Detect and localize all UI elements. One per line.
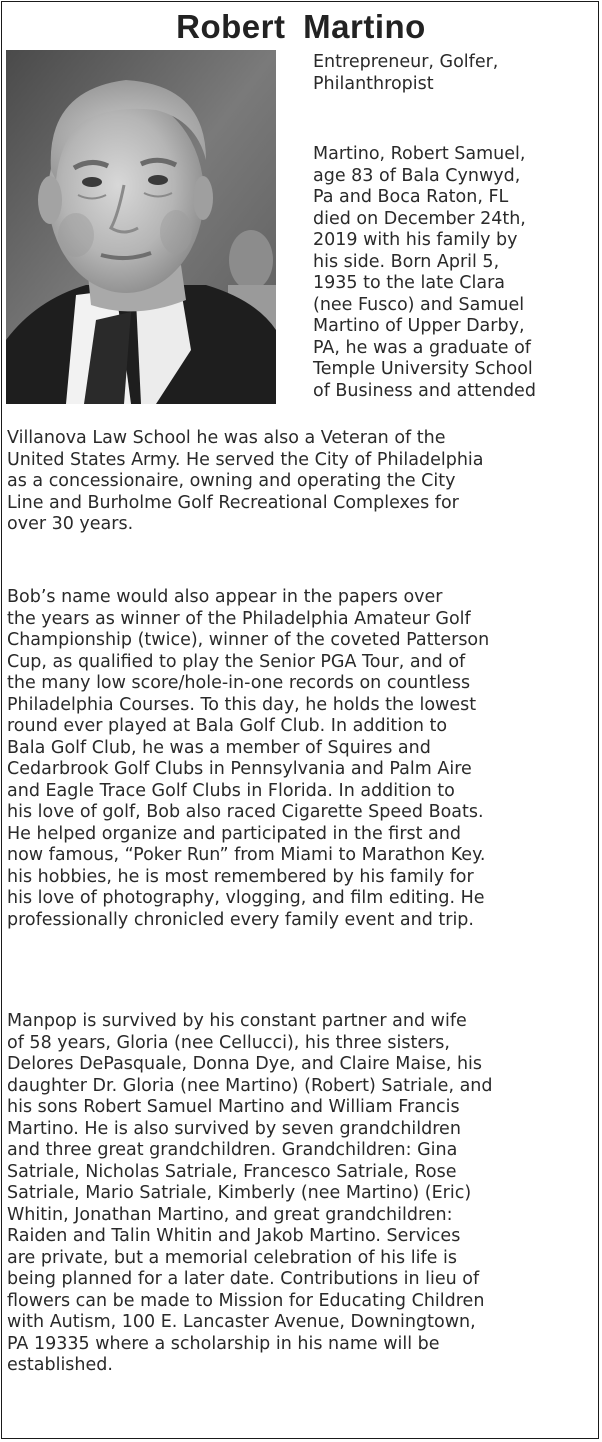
obituary-frame — [1, 1, 599, 1439]
obituary-tagline: Entrepreneur, Golfer, Philanthropist — [313, 52, 499, 94]
obituary-paragraph-golf: Bob’s name would also appear in the papers over the years as winner of the Philadelphia Amateur Golf Championship (twice), winner of the coveted Patterson Cup, as qualified to play the Senior PGA Tour, and of the many low score/hole-in-one records on countless Philadelphia Courses. To this day, he holds the lowest round ever played at Bala Golf Club. In addition to Bala Golf Club, he was a member of Squires and Cedarbrook Golf Clubs in Pennsylvania and Palm Aire and Eagle Trace Golf Clubs in Florida. In addition to his love of golf, Bob also raced Cigarette Speed Boats. He helped organize and participated in the first and now famous, “Poker Run” from Miami to Marathon Key. his hobbies, he is most remembered by his family for his love of photography, vlogging, and film editing. He professionally chronicled every family event and trip. — [7, 587, 490, 930]
obituary-name: Robert Martino — [176, 8, 426, 45]
portrait-photo — [6, 50, 276, 404]
obituary-intro-right-column: Martino, Robert Samuel, age 83 of Bala Cynwyd, Pa and Boca Raton, FL died on December 24th, 2019 with his family by his side. Born April 5, 1935 to the late Clara (nee Fusco) and Samuel Martino of Upper Darby, PA, he was a graduate of Temple University School of Business and attended — [313, 144, 536, 401]
obituary-paragraph-survivors: Manpop is survived by his constant partner and wife of 58 years, Gloria (nee Cellucci), his three sisters, Delores DePasquale, Donna Dye, and Claire Maise, his daughter Dr. Gloria (nee Martino) (Robert) Satriale, and his sons Robert Samuel Martino and William Francis Martino. He is also survived by seven grandchildren and three great grandchildren. Grandchildren: Gina Satriale, Nicholas Satriale, Francesco Satriale, Rose Satriale, Mario Satriale, Kimberly (nee Martino) (Eric) Whitin, Jonathan Martino, and great grandchildren: Raiden and Talin Whitin and Jakob Martino. Services are private, but a memorial celebration of his life is being planned for a later date. Contributions in lieu of flowers can be made to Mission for Educating Children with Autism, 100 E. Lancaster Avenue, Downingtown, PA 19335 where a scholarship in his name will be established. — [7, 1011, 493, 1375]
obituary-intro-continued: Villanova Law School he was also a Veteran of the United States Army. He served the City of Philadelphia as a concessionaire, owning and operating the City Line and Burholme Golf Recreational Complexes for over 30 years. — [7, 428, 484, 534]
